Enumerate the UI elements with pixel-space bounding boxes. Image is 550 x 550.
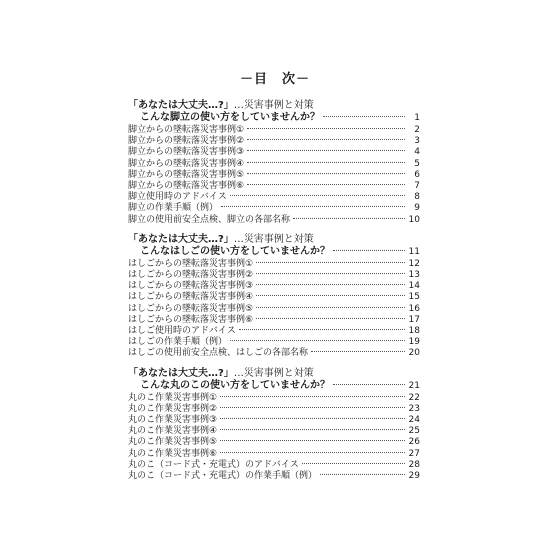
entry-label: こんな丸のこの使い方をしていませんか？ xyxy=(140,379,330,391)
toc-sections xyxy=(128,100,420,490)
entry-page: 21 xyxy=(408,380,420,391)
toc-entry[interactable] xyxy=(128,460,420,471)
entry-label: 丸のこ作業災害事例① xyxy=(128,392,218,403)
entry-label: 脚立からの墜転落災害事例④ xyxy=(128,158,245,169)
entry-page: 26 xyxy=(408,437,420,448)
dot-leader xyxy=(247,184,405,185)
entry-label: こんな脚立の使い方をしていませんか？ xyxy=(140,112,320,123)
entry-label: はしごからの墜転落災害事例③ xyxy=(128,281,254,292)
dot-leader xyxy=(256,262,405,263)
dot-leader xyxy=(302,463,405,464)
section-heading-topic: …災害事例と対策 xyxy=(233,233,314,245)
toc-entry[interactable] xyxy=(128,426,420,437)
entry-label: はしご使用時のアドバイス xyxy=(128,326,236,337)
entry-page: 29 xyxy=(408,471,420,482)
entry-label: 脚立の作業手順（例） xyxy=(128,203,219,214)
toc-entry[interactable] xyxy=(128,337,420,348)
entry-label: 脚立からの墜転落災害事例⑤ xyxy=(128,169,245,180)
entry-page: 10 xyxy=(408,214,420,225)
toc-section-ladder xyxy=(128,234,420,360)
dot-leader xyxy=(247,139,405,140)
toc-entry-subtitle[interactable] xyxy=(128,112,420,124)
entry-page: 4 xyxy=(414,147,420,158)
toc-entry[interactable] xyxy=(128,348,420,359)
toc-section-stepladder xyxy=(128,100,420,226)
dot-leader xyxy=(320,474,405,475)
toc-entry[interactable] xyxy=(128,304,420,315)
dot-leader xyxy=(323,116,405,117)
toc-entry[interactable] xyxy=(128,259,420,270)
section-heading xyxy=(128,368,420,380)
entry-page: 15 xyxy=(408,292,420,303)
toc-entry[interactable] xyxy=(128,415,420,426)
entry-page: 22 xyxy=(408,392,420,403)
entry-label: はしごからの墜転落災害事例⑤ xyxy=(128,303,254,314)
entry-label: 脚立からの墜転落災害事例② xyxy=(128,136,245,147)
toc-entry[interactable] xyxy=(128,437,420,448)
entry-label: 丸のこ作業災害事例③ xyxy=(128,415,218,426)
entry-label: 脚立使用時のアドバイス xyxy=(128,192,227,203)
toc-section-circular-saw xyxy=(128,368,420,483)
toc-title: －目 次－ xyxy=(239,72,310,87)
dot-leader xyxy=(220,429,405,430)
dot-leader xyxy=(220,396,405,397)
dot-leader xyxy=(256,307,405,308)
dot-leader xyxy=(247,173,405,174)
entry-label: 丸のこ作業災害事例⑤ xyxy=(128,437,218,448)
entry-page: 17 xyxy=(408,314,420,325)
section-heading xyxy=(128,234,420,246)
entry-label: はしごの使用前安全点検、はしごの各部名称 xyxy=(128,348,309,359)
entry-label: はしごからの墜転落災害事例④ xyxy=(128,292,254,303)
entry-page: 28 xyxy=(408,459,420,470)
dot-leader xyxy=(220,407,405,408)
section-heading-topic: …災害事例と対策 xyxy=(233,367,314,379)
entry-page: 6 xyxy=(414,169,420,180)
section-heading-question: 「あなたは大丈夫…?」 xyxy=(128,100,234,111)
entry-page: 23 xyxy=(408,403,420,414)
entry-label: 丸のこ（コード式・充電式）の作業手順（例） xyxy=(128,471,318,482)
entry-page: 8 xyxy=(414,192,420,203)
entry-label: 脚立の使用前安全点検、脚立の各部名称 xyxy=(128,214,291,225)
dot-leader xyxy=(333,384,405,385)
dot-leader xyxy=(293,218,405,219)
entry-page: 13 xyxy=(408,270,420,281)
toc-entry[interactable] xyxy=(128,170,420,181)
entry-page: 3 xyxy=(414,136,420,147)
entry-page: 12 xyxy=(408,258,420,269)
entry-label: はしごからの墜転落災害事例⑥ xyxy=(128,314,254,325)
entry-page: 14 xyxy=(408,281,420,292)
dot-leader xyxy=(220,418,405,419)
entry-page: 9 xyxy=(414,203,420,214)
entry-label: 脚立からの墜転落災害事例⑥ xyxy=(128,181,245,192)
entry-label: はしごからの墜転落災害事例① xyxy=(128,258,254,269)
entry-label: 脚立からの墜転落災害事例③ xyxy=(128,147,245,158)
entry-page: 1 xyxy=(414,113,420,123)
dot-leader xyxy=(333,250,405,251)
entry-label: はしごからの墜転落災害事例② xyxy=(128,270,254,281)
dot-leader xyxy=(256,295,405,296)
toc-entry[interactable] xyxy=(128,147,420,158)
dot-leader xyxy=(256,273,405,274)
dot-leader xyxy=(239,329,405,330)
section-heading-topic: …災害事例と対策 xyxy=(233,100,314,111)
dot-leader xyxy=(220,452,405,453)
section-heading xyxy=(128,100,420,112)
toc-entry[interactable] xyxy=(128,449,420,460)
toc-entry-subtitle[interactable] xyxy=(128,246,420,258)
toc-entry[interactable] xyxy=(128,270,420,281)
entry-label: 丸のこ作業災害事例⑥ xyxy=(128,448,218,459)
section-heading-question: 「あなたは大丈夫…?」 xyxy=(128,367,234,379)
entry-page: 5 xyxy=(414,158,420,169)
toc-entry[interactable] xyxy=(128,215,420,226)
toc-entry[interactable] xyxy=(128,393,420,404)
entry-page: 7 xyxy=(414,181,420,192)
dot-leader xyxy=(247,150,405,151)
dot-leader xyxy=(256,318,405,319)
toc-entry[interactable] xyxy=(128,292,420,303)
toc-entry-subtitle[interactable] xyxy=(128,380,420,392)
toc-entry[interactable] xyxy=(128,159,420,170)
dot-leader xyxy=(230,340,405,341)
entry-page: 27 xyxy=(408,448,420,459)
dot-leader xyxy=(220,440,405,441)
entry-page: 18 xyxy=(408,326,420,337)
toc-entry[interactable] xyxy=(128,203,420,214)
dot-leader xyxy=(230,195,405,196)
dot-leader xyxy=(247,128,405,129)
entry-page: 25 xyxy=(408,426,420,437)
entry-page: 11 xyxy=(408,246,420,257)
dot-leader xyxy=(256,284,405,285)
entry-page: 24 xyxy=(408,415,420,426)
dot-leader xyxy=(221,206,405,207)
toc-entry[interactable] xyxy=(128,181,420,192)
toc-entry[interactable] xyxy=(128,192,420,203)
entry-label: こんなはしごの使い方をしていませんか？ xyxy=(140,245,330,257)
toc-entry[interactable] xyxy=(128,404,420,415)
dot-leader xyxy=(311,351,405,352)
entry-page: 20 xyxy=(408,348,420,359)
toc-entry[interactable] xyxy=(128,136,420,147)
toc-entry[interactable] xyxy=(128,281,420,292)
entry-label: 脚立からの墜転落災害事例① xyxy=(128,125,245,135)
toc-entry[interactable] xyxy=(128,125,420,136)
entry-label: 丸のこ作業災害事例④ xyxy=(128,426,218,437)
toc-entry[interactable] xyxy=(128,326,420,337)
dot-leader xyxy=(247,162,405,163)
entry-page: 2 xyxy=(414,125,420,135)
section-heading-question: 「あなたは大丈夫…?」 xyxy=(128,233,234,245)
toc-entry[interactable] xyxy=(128,315,420,326)
toc-entry[interactable] xyxy=(128,471,420,482)
entry-label: 丸のこ作業災害事例② xyxy=(128,403,218,414)
entry-page: 19 xyxy=(408,337,420,348)
entry-page: 16 xyxy=(408,303,420,314)
entry-label: はしごの作業手順（例） xyxy=(128,337,228,348)
entry-label: 丸のこ（コード式・充電式）のアドバイス xyxy=(128,459,299,470)
